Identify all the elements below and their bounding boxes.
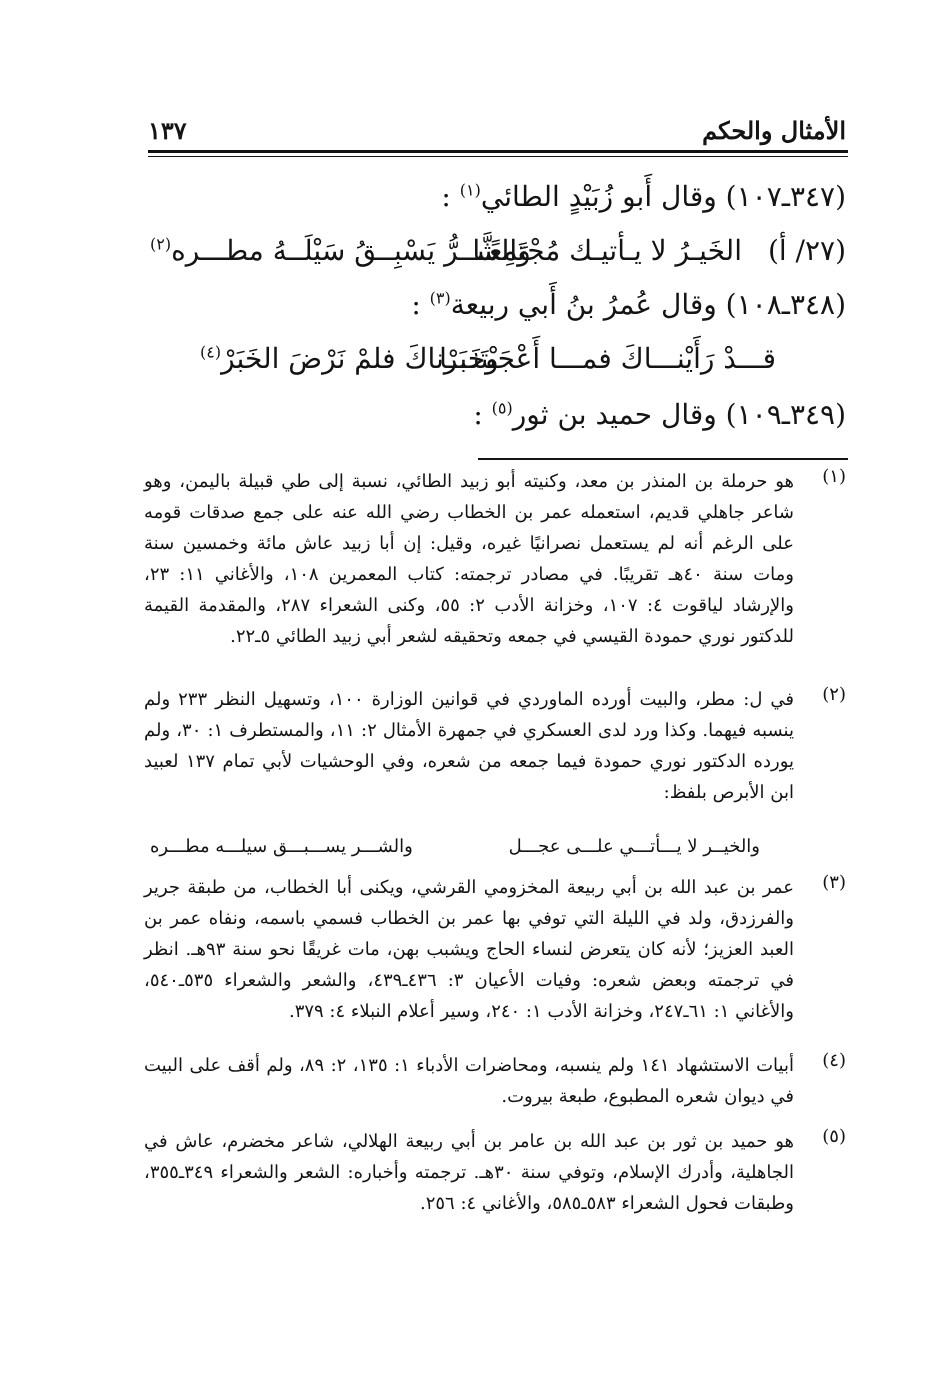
footnote-4-number: (٤) (822, 1050, 846, 1071)
verse-1-second-hemistich (150, 234, 531, 267)
verse-number-1: (٢٧/ أ) (767, 234, 846, 267)
footnote-5-text: هو حميد بن ثور بن عبد الله بن عامر بن أبي ربيعة الهلالي، شاعر مخضرم، عاش في الجاهلية، وأدرك الإسلام، وتوفي سنة ٣٠هـ. ترجمته وأخباره: الشعر والشعراء ٣٤٩ـ٣٥٥، وطبقات فحول الشعراء ٥٨٣ـ٥٨٥، والأغاني ٤: ٢٥٦. (144, 1131, 794, 1214)
body-line-2 (411, 288, 846, 321)
footnote-2 (144, 684, 846, 874)
footnote-ref-5: (٥) (491, 398, 513, 418)
verse-1-first-hemistich: الخَيـرُ لا يـأتيـك مُجْتَمِعًـا (472, 234, 742, 267)
body-line-1 (441, 180, 846, 213)
footnote-3 (144, 872, 846, 1052)
running-header-title: الأمثال والحكم (702, 116, 846, 145)
footnote-5-number: (٥) (822, 1126, 846, 1147)
footnote-2-quote-second: والشـــر يســـبـــق سيلـــه مطـــره (150, 836, 413, 857)
footnote-1 (144, 466, 846, 686)
footnote-ref-1: (١) (459, 180, 481, 200)
footnote-1-text: هو حرملة بن المنذر بن معد، وكنيته أبو زبيد الطائي، نسبة إلى طي قبيلة باليمن، وهو شاعر جاهلي قديم، استعمله عمر بن الخطاب رضي الله عنه على جمع صدقات قومه على الرغم أنه لم يستعمل نصرانيًا غيره، وقيل: إن أبا زبيد عاش مائة وخمسين سنة ومات سنة ٤٠هـ تقريبًا. في مصادر ترجمته: كتاب المعمرين ١٠٨، والأغاني ١١: ٢٣، والإرشاد لياقوت ٤: ١٠٧، وخزانة الأدب ٢: ٥٥، وكنى الشعراء ٢٨٧، والمقدمة القيمة للدكتور نوري حمودة القيسي في جمعه وتحقيقه لشعر أبي زبيد الطائي ٥ـ٢٢. (144, 471, 794, 647)
footnote-1-number: (١) (822, 466, 846, 487)
header-rule-thin (148, 156, 848, 157)
body-line-1-text: (٣٤٧ـ١٠٧) وقال أَبو زُبَيْدٍ الطائي (480, 180, 846, 213)
body-line-2-colon: : (411, 288, 421, 321)
verse-2-first-hemistich: قـــدْ رَأَيْنـــاكَ فمـــا أَعْجَبْتَنـــا (439, 342, 776, 375)
header-rule (148, 150, 848, 153)
footnote-3-number: (٣) (822, 872, 846, 893)
verse-2-second-text: وخَبَرْناكَ فلمْ نَرْضَ الخَبَرْ (221, 342, 499, 375)
footnote-4 (144, 1050, 846, 1130)
footnote-2-quote-first: والخيــر لا يـــأتـــي علـــى عجـــل (508, 836, 760, 857)
footnote-ref-4: (٤) (200, 342, 222, 362)
verse-2-second-hemistich (200, 342, 499, 375)
footnote-3-text: عمر بن عبد الله بن أبي ربيعة المخزومي القرشي، ويكنى أبا الخطاب، من طبقة جرير والفرزدق، ولد في الليلة التي توفي بها عمر بن الخطاب فسمي باسمه، ونفاه عمر بن العبد العزيز؛ لأنه كان يتعرض لنساء الحاج ويشبب بهن، مات غريقًا نحو سنة ٩٣هـ. انظر في ترجمته وبعض شعره: وفيات الأعيان ٣: ٤٣٦ـ٤٣٩، والشعر والشعراء ٥٣٥ـ٥٤٠، والأغاني ١: ٦١ـ٢٤٧، وخزانة الأدب ١: ٢٤٠، وسير أعلام النبلاء ٤: ٣٧٩. (144, 877, 794, 1022)
footnote-4-text: أبيات الاستشهاد ١٤١ ولم ينسبه، ومحاضرات الأدباء ١: ١٣٥، ٢: ٨٩، ولم أقف على البيت في ديوان شعره المطبوع، طبعة بيروت. (144, 1055, 794, 1107)
verse-1-second-text: وَالشَّــرُّ يَسْبِــقُ سَيْلَــهُ مطـــره (171, 234, 531, 267)
page-number: ١٣٧ (148, 116, 187, 145)
footnote-2-text: في ل: مطر، والبيت أورده الماوردي في قوانين الوزارة ١٠٠، وتسهيل النظر ٢٣٣ ولم ينسبه فيهما. وكذا ورد لدى العسكري في جمهرة الأمثال ٢: ١١، والمستطرف ١: ٣٠، ولم يورده الدكتور نوري حمودة فيما جمعه من شعره، وفي الوحشيات لأبي تمام ١٣٧ لعبيد ابن الأبرص بلفظ: (144, 689, 795, 803)
body-line-3-colon: : (473, 398, 483, 431)
body-line-3 (473, 398, 846, 431)
body-line-3-text: (٣٤٩ـ١٠٩) وقال حميد بن ثور (512, 398, 846, 431)
footnote-2-number: (٢) (822, 684, 846, 705)
footnote-5 (144, 1126, 846, 1246)
body-line-1-colon: : (441, 180, 451, 213)
footnote-ref-2: (٢) (150, 234, 172, 254)
footnote-separator (478, 458, 848, 460)
body-line-2-text: (٣٤٨ـ١٠٨) وقال عُمرُ بنُ أَبي ربيعة (450, 288, 846, 321)
footnote-ref-3: (٣) (429, 288, 451, 308)
